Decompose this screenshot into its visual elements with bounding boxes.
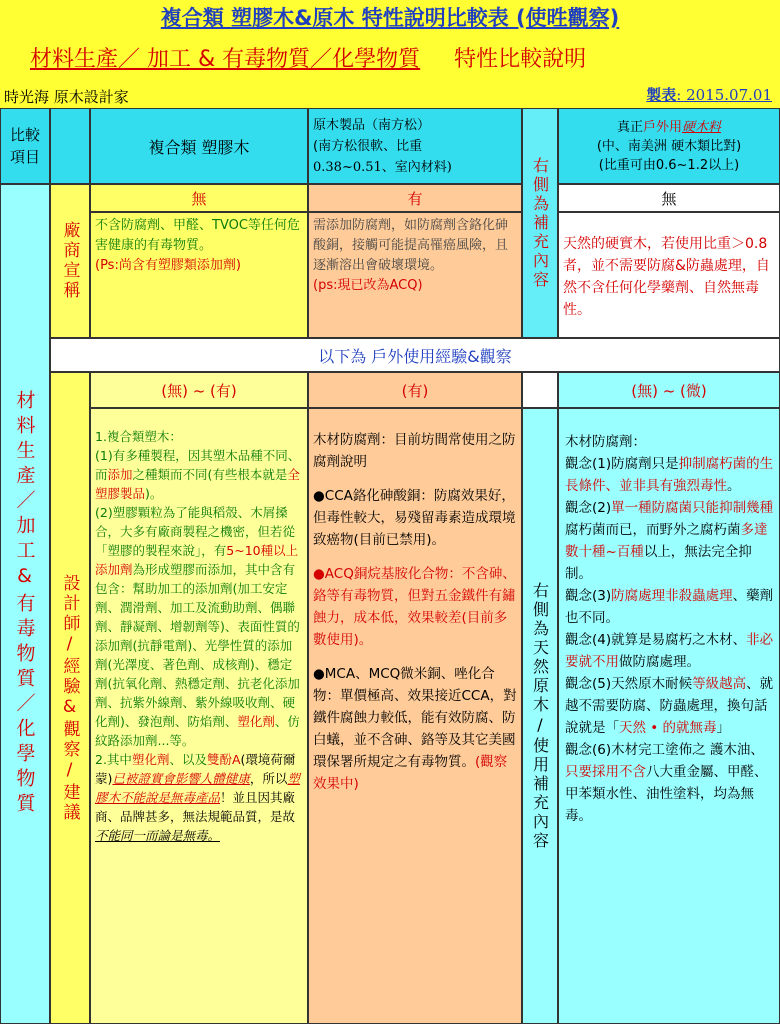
side-note-top: 右側為補充內容 [522,108,558,338]
vendor-pine-rating: 有 [308,184,522,212]
section-banner: 以下為 戶外使用經驗&觀察 [50,338,780,372]
designer-pine-text: 木材防腐劑：目前坊間常使用之防腐劑說明 ●CCA鉻化砷酸銅：防腐效果好，但毒性較大，易殘留毒素造成環境致癌物(目前已禁用)。 ●ACQ銅烷基胺化合物：不含砷、鉻等有毒物質，但對五金鐵件有鏽蝕力，成本低，效果較差(目前多數使用)。 ●MCA、MCQ微米銅、唑化合物：單價極高、效果接近CCA，對鐵件腐蝕力較低，能有效防腐、防白蟻，並不含砷、鉻等及其它美國環保署所規定之有毒物質。(觀察效果中) [308,408,522,1024]
header-plastic: 複合類 塑膠木 [90,108,308,184]
designer-hard-text: 木材防腐劑： 觀念(1)防腐劑只是抑制腐朽菌的生長條件、並非具有強烈毒性。 觀念(2)單一種防腐菌只能抑制幾種腐朽菌而已，而野外之腐朽菌多達數十種~百種以上，無法完全抑制。 觀念(3)防腐處理非殺蟲處理、藥劑也不同。 觀念(4)就算是易腐朽之木材、非必要就不用做防腐處理。 觀念(5)天然原木耐候等級越高、就越不需要防腐、防蟲處理，換句話說就是「天然 • 的就無毒」 觀念(6)木材完工塗佈之 護木油、只要採用不含八大重金屬、甲醛、甲苯類水性、油性塗料，均為無毒。 [558,408,780,1024]
subtitle-right: 特性比較說明 [454,47,587,72]
vendor-plastic-rating: 無 [90,184,308,212]
vendor-plastic-text: 不含防腐劑、甲醛、TVOC等任何危害健康的有毒物質。 (Ps:尚含有塑膠類添加劑) [90,212,308,338]
vendor-hard-text: 天然的硬實木，若使用比重＞0.8者，並不需要防腐&防蟲處理，自然不含任何化學藥劑、自然無毒性。 [558,212,780,338]
page-title: 複合類 塑膠木&原木 特性說明比較表 (使甠觀察) [160,6,620,30]
left-side-label: 材料生產／加工&有毒物質／化學物質 [0,184,50,1024]
designer-plastic-text: 1.複合類塑木： (1)有多種製程，因其塑木品種不同、而添加之種類而不同(有些根本就是全塑膠製品)。 (2)塑膠顆粒為了能與稻殼、木屑搡合，大多有廠商製程之機密，但若從「塑膠的製程來說」，有5~10種以上添加劑為形成塑膠而添加，其中含有包含：幫助加工的添加劑(加工安定劑、潤滑劑、加工及流動助劑、偶聯劑、靜凝劑、增韌劑等)、表面性質的添加劑(抗靜電劑)、光學性質的添加劑(光澤度、著色劑、成核劑)、穩定劑(抗氧化劑、熱穩定劑、抗老化添加劑、抗紫外線劑、紫外線吸收劑、硬化劑)、發泡劑、防焰劑、塑化劑、仿紋路添加劑...等。 2.其中塑化劑、以及雙酚A(環境荷爾蒙)已被證實會影響人體健康，所以塑膠木不能說是無毒產品！並且因其廠商、品牌甚多，無法規範品質，是故不能同一而論是無毒。 [90,408,308,1024]
header-band [0,0,780,108]
designer-label: 設計師/經驗&觀察/建議 [50,372,90,1024]
header-hardwood: 真正戶外用硬木料 (中、南美洲 硬木類比對) (比重可由0.6~1.2以上) [558,108,780,184]
subtitle-left: 材料生產／ 加工 & 有毒物質／化學物質 [30,47,421,72]
page-subtitle [30,42,586,73]
made-date: 製表: 2015.07.01 [646,86,772,104]
header-pine: 原木製品（南方松） (南方松很軟、比重 0.38~0.51、室內材料) [308,108,522,184]
author-label: 時光海 原木設計家 [4,88,129,106]
designer-pine-rating: (有) [308,372,522,408]
designer-side-blank [522,372,558,408]
vendor-label: 廠商宣稱 [50,184,90,338]
header-category: 比較項目 [0,108,50,184]
designer-hard-rating: (無) ~ (微) [558,372,780,408]
vendor-hard-rating: 無 [558,184,780,212]
designer-plastic-rating: (無) ~ (有) [90,372,308,408]
side-note-bottom: 右側為天然原木/使用補充內容 [522,408,558,1024]
vendor-pine-text: 需添加防腐劑，如防腐劑含鉻化砷酸銅，接觸可能提高罹癌風險，且逐漸溶出會破壞環境。 (ps:現已改為ACQ) [308,212,522,338]
header-blank [50,108,90,184]
